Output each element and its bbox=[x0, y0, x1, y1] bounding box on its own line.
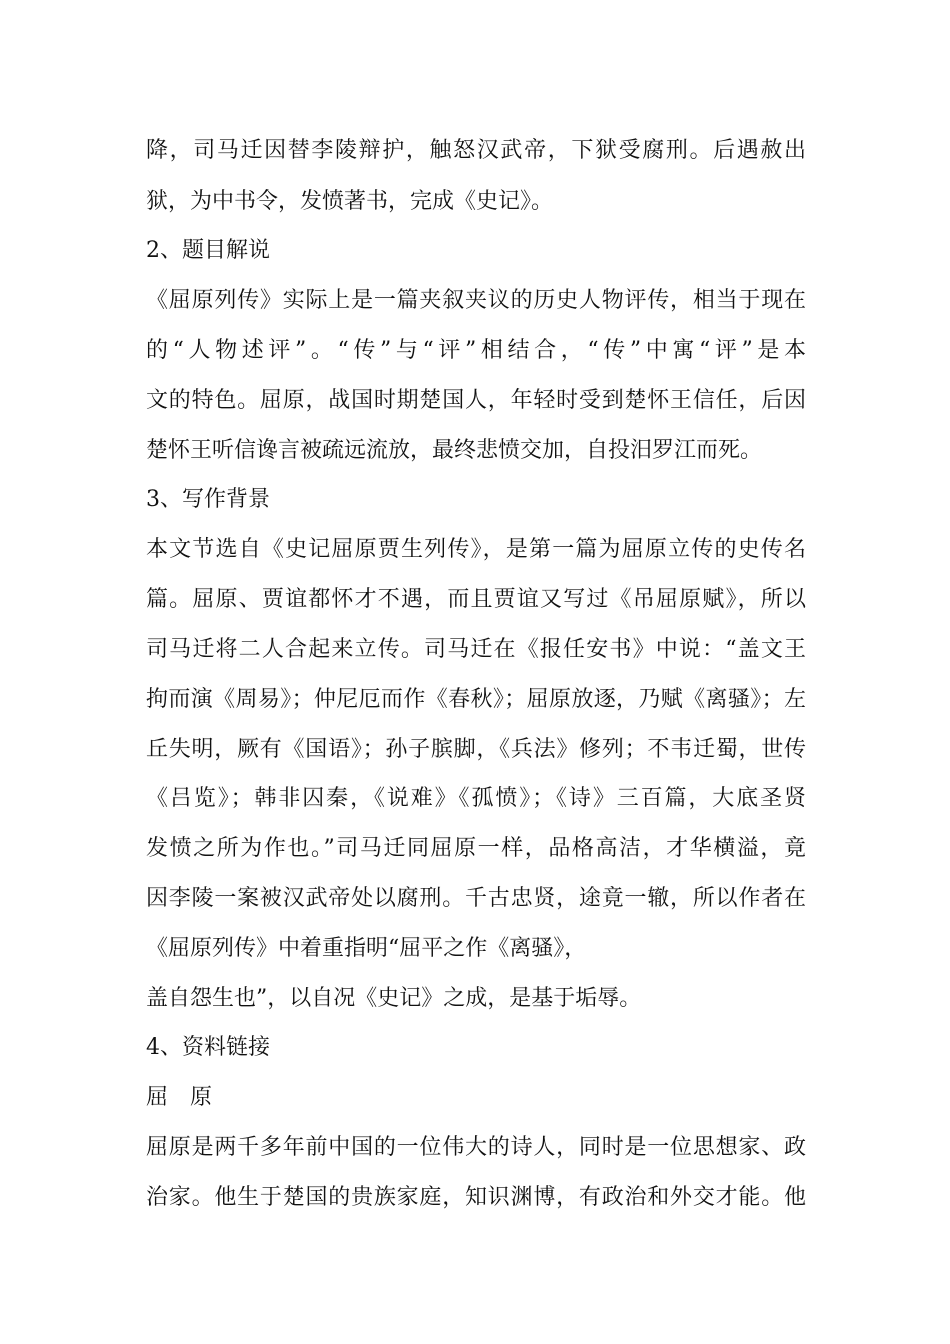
paragraph-line: 因李陵一案被汉武帝处以腐刑。千古忠贤，途竟一辙，所以作者在 bbox=[146, 886, 806, 911]
paragraph-line: 盖自怨生也”，以自况《史记》之成，是基于垢辱。 bbox=[146, 986, 642, 1011]
paragraph-line: 发愤之所为作也。”司马迁同屈原一样，品格高洁，才华横溢，竟 bbox=[146, 836, 806, 861]
section-heading: 2、题目解说 bbox=[146, 238, 270, 263]
paragraph-line: 屈原是两千多年前中国的一位伟大的诗人，同时是一位思想家、政 bbox=[146, 1135, 806, 1160]
section-heading: 4、资料链接 bbox=[146, 1035, 270, 1060]
paragraph-line: 篇。屈原、贾谊都怀才不遇，而且贾谊又写过《吊屈原赋》，所以 bbox=[146, 587, 806, 612]
paragraph-line: 拘而演《周易》；仲尼厄而作《春秋》；屈原放逐，乃赋《离骚》；左 bbox=[146, 687, 806, 712]
paragraph-line: 文的特色。屈原，战国时期楚国人，年轻时受到楚怀王信任，后因 bbox=[146, 388, 806, 413]
subsection-heading: 屈 原 bbox=[146, 1085, 213, 1110]
paragraph-line: 本文节选自《史记屈原贾生列传》，是第一篇为屈原立传的史传名 bbox=[146, 537, 806, 562]
section-heading: 3、写作背景 bbox=[146, 487, 270, 512]
paragraph-line: 《屈原列传》实际上是一篇夹叙夹议的历史人物评传，相当于现在 bbox=[146, 288, 806, 313]
paragraph-line: 楚怀王听信谗言被疏远流放，最终悲愤交加，自投汨罗江而死。 bbox=[146, 438, 763, 463]
paragraph-line: 的“人物述评”。“传”与“评”相结合，“传”中寓“评”是本 bbox=[146, 338, 806, 363]
paragraph-line: 丘失明，厥有《国语》；孙子膑脚，《兵法》修列；不韦迁蜀，世传 bbox=[146, 737, 806, 762]
paragraph-line: 《吕览》；韩非囚秦，《说难》《孤愤》；《诗》三百篇，大底圣贤 bbox=[146, 786, 806, 811]
paragraph-line: 治家。他生于楚国的贵族家庭，知识渊博，有政治和外交才能。他 bbox=[146, 1185, 806, 1210]
paragraph-line: 《屈原列传》中着重指明“屈平之作《离骚》， bbox=[146, 936, 587, 961]
paragraph-line: 降，司马迁因替李陵辩护，触怒汉武帝，下狱受腐刑。后遇赦出 bbox=[146, 138, 806, 163]
paragraph-line: 司马迁将二人合起来立传。司马迁在《报任安书》中说：“盖文王 bbox=[146, 637, 806, 662]
paragraph-line: 狱，为中书令，发愤著书，完成《史记》。 bbox=[146, 189, 554, 214]
